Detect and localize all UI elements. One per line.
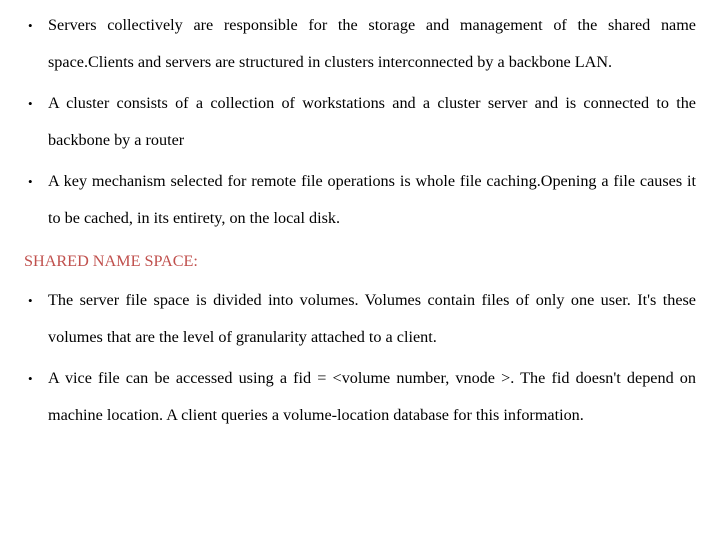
bullet-dot-icon: • xyxy=(28,293,33,308)
bullet-item xyxy=(0,163,720,237)
bullet-dot-icon: • xyxy=(28,18,33,33)
intro-bullet-list xyxy=(0,7,720,237)
bullet-item xyxy=(0,7,720,81)
bullet-text: A cluster consists of a collection of workstations and a cluster server and is connected to the backbone by a router xyxy=(48,94,696,149)
bullet-text: A key mechanism selected for remote file operations is whole file caching.Opening a file causes it to be cached, in its entirety, on the local disk. xyxy=(48,172,696,227)
bullet-text: The server file space is divided into volumes. Volumes contain files of only one user. It's these volumes that are the level of granularity attached to a client. xyxy=(48,291,696,346)
bullet-dot-icon: • xyxy=(28,174,33,189)
bullet-text: A vice file can be accessed using a fid = <volume number, vnode >. The fid doesn't depend on machine location. A client queries a volume-location database for this information. xyxy=(48,369,696,424)
bullet-item xyxy=(0,360,720,434)
bullet-item xyxy=(0,282,720,356)
bullet-item xyxy=(0,85,720,159)
section-heading: SHARED NAME SPACE: xyxy=(24,252,198,270)
bullet-dot-icon: • xyxy=(28,96,33,111)
bullet-dot-icon: • xyxy=(28,371,33,386)
shared-name-space-bullet-list xyxy=(0,282,720,434)
bullet-text: Servers collectively are responsible for the storage and management of the shared name space.Clients and servers are structured in clusters interconnected by a backbone LAN. xyxy=(48,16,696,71)
